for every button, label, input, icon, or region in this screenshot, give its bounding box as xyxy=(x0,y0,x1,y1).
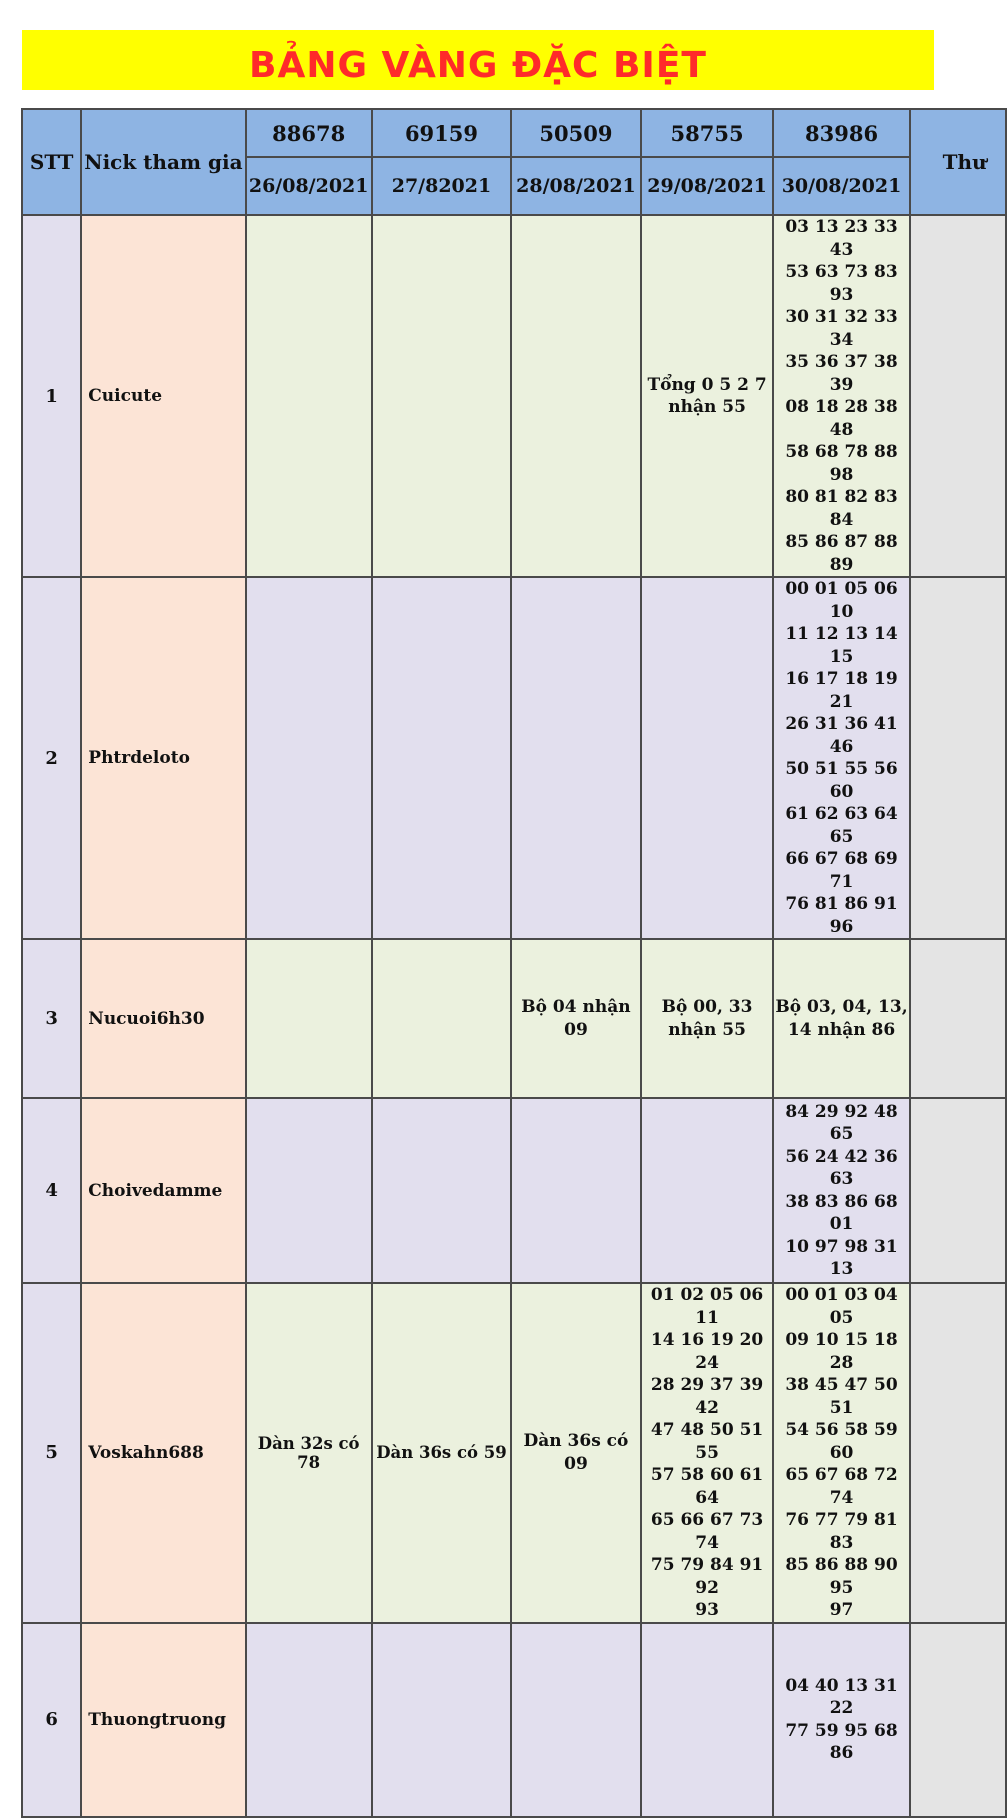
row-cell xyxy=(511,215,640,577)
row-cell xyxy=(372,1098,512,1283)
row-stt: 1 xyxy=(22,215,81,577)
row-stt: 2 xyxy=(22,577,81,939)
row-cell: Dàn 32s có 78 xyxy=(246,1283,372,1623)
header-date: 26/08/2021 xyxy=(246,157,372,215)
row-stt: 4 xyxy=(22,1098,81,1283)
row-cell: 84 29 92 48 65 56 24 42 36 63 38 83 86 68 01 10 97 98 31 13 xyxy=(773,1098,909,1283)
row-nick: Voskahn688 xyxy=(81,1283,245,1623)
header-row-codes xyxy=(22,109,1006,157)
row-cell xyxy=(511,1623,640,1817)
header-code: 69159 xyxy=(372,109,512,157)
header-code: 88678 xyxy=(246,109,372,157)
row-cell: Tổng 0 5 2 7 nhận 55 xyxy=(641,215,774,577)
table-row xyxy=(22,939,1006,1098)
row-cell xyxy=(641,1098,774,1283)
row-cell xyxy=(246,215,372,577)
row-nick: Nucuoi6h30 xyxy=(81,939,245,1098)
row-cell: 00 01 03 04 05 09 10 15 18 28 38 45 47 50 51 54 56 58 59 60 65 67 68 72 74 76 77 79 81 83 85 86 88 90 95 97 xyxy=(773,1283,909,1623)
row-cell: 01 02 05 06 11 14 16 19 20 24 28 29 37 39 42 47 48 50 51 55 57 58 60 61 64 65 66 67 73 74 75 79 84 91 92 93 xyxy=(641,1283,774,1623)
row-stt: 3 xyxy=(22,939,81,1098)
row-cell: 00 01 05 06 10 11 12 13 14 15 16 17 18 19 21 26 31 36 41 46 50 51 55 56 60 61 62 63 64 65 66 67 68 69 71 76 81 86 91 96 xyxy=(773,577,909,939)
row-nick: Cuicute xyxy=(81,215,245,577)
row-cell-last xyxy=(910,577,1006,939)
page-title: BẢNG VÀNG ĐẶC BIỆT xyxy=(249,45,707,86)
row-cell xyxy=(246,577,372,939)
header-code: 58755 xyxy=(641,109,774,157)
row-cell xyxy=(372,215,512,577)
row-cell xyxy=(372,1623,512,1817)
header-code: 50509 xyxy=(511,109,640,157)
header-stt: STT xyxy=(22,109,81,215)
row-cell: Dàn 36s có 59 xyxy=(372,1283,512,1623)
row-cell: 04 40 13 31 22 77 59 95 68 86 xyxy=(773,1623,909,1817)
results-table xyxy=(21,108,1007,1818)
row-cell-last xyxy=(910,1623,1006,1817)
row-cell xyxy=(511,1098,640,1283)
header-date: 29/08/2021 xyxy=(641,157,774,215)
row-cell: Dàn 36s có 09 xyxy=(511,1283,640,1623)
table-row xyxy=(22,1098,1006,1283)
table-row xyxy=(22,1623,1006,1817)
header-date: 30/08/2021 xyxy=(773,157,909,215)
header-code: 83986 xyxy=(773,109,909,157)
row-cell: Bộ 03, 04, 13, 14 nhận 86 xyxy=(773,939,909,1098)
table-row xyxy=(22,1283,1006,1623)
row-cell: Bộ 00, 33 nhận 55 xyxy=(641,939,774,1098)
row-cell xyxy=(246,939,372,1098)
row-nick: Thuongtruong xyxy=(81,1623,245,1817)
header-date: 28/08/2021 xyxy=(511,157,640,215)
header-nick: Nick tham gia xyxy=(81,109,245,215)
title-banner xyxy=(22,30,934,90)
header-last: Thư xyxy=(910,109,1006,215)
row-cell xyxy=(641,1623,774,1817)
row-nick: Phtrdeloto xyxy=(81,577,245,939)
row-cell-last xyxy=(910,215,1006,577)
row-cell: Bộ 04 nhận 09 xyxy=(511,939,640,1098)
row-cell xyxy=(372,939,512,1098)
table-row xyxy=(22,577,1006,939)
row-cell xyxy=(511,577,640,939)
row-cell xyxy=(372,577,512,939)
row-cell-last xyxy=(910,1098,1006,1283)
row-cell-last xyxy=(910,939,1006,1098)
row-nick: Choivedamme xyxy=(81,1098,245,1283)
row-cell: 03 13 23 33 43 53 63 73 83 93 30 31 32 33 34 35 36 37 38 39 08 18 28 38 48 58 68 78 88 98 80 81 82 83 84 85 86 87 88 89 xyxy=(773,215,909,577)
table-row xyxy=(22,215,1006,577)
row-cell xyxy=(246,1623,372,1817)
row-cell-last xyxy=(910,1283,1006,1623)
row-stt: 6 xyxy=(22,1623,81,1817)
row-cell xyxy=(246,1098,372,1283)
row-stt: 5 xyxy=(22,1283,81,1623)
header-date: 27/82021 xyxy=(372,157,512,215)
row-cell xyxy=(641,577,774,939)
